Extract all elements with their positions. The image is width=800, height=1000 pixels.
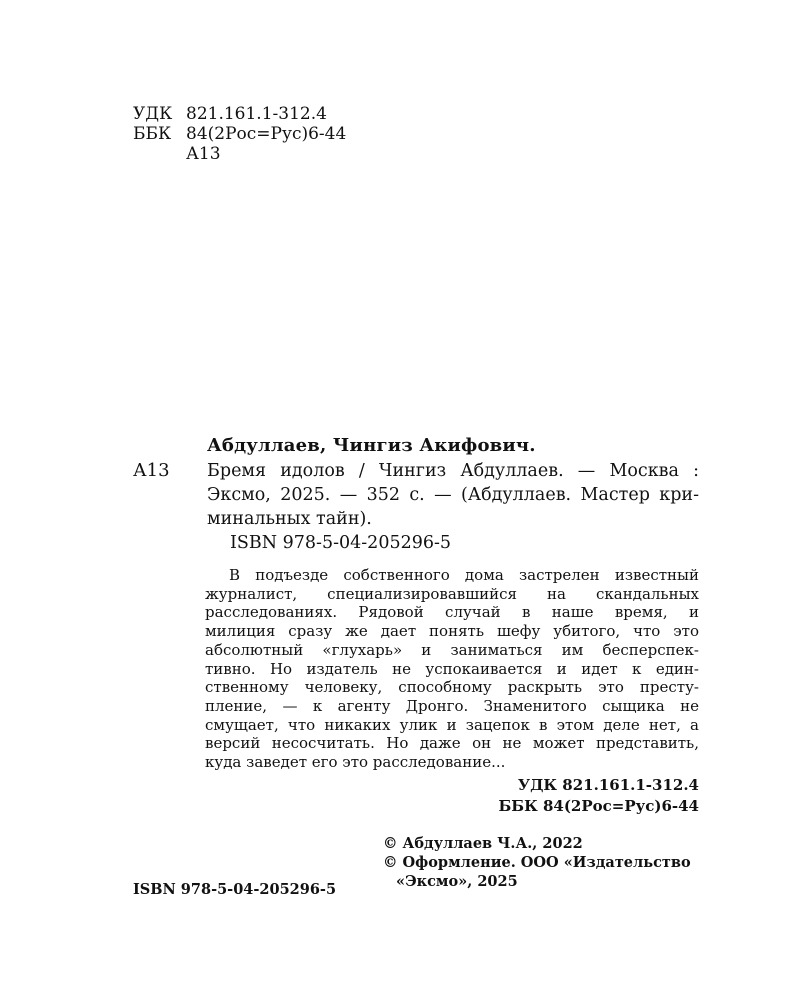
annotation-line: расследованиях. Рядовой случай в наше время, и [205, 603, 699, 622]
annotation-udk: УДК 821.161.1-312.4 [517, 776, 699, 794]
description-line: Бремя идолов / Чингиз Абдуллаев. — Москва : [207, 461, 699, 481]
annotation-line: абсолютный «глухарь» и заниматься им бесперспек- [205, 640, 699, 659]
bbk-row [133, 124, 346, 144]
description-line: минальных тайн). [207, 509, 372, 529]
author-heading: Абдуллаев, Чингиз Акифович. [207, 435, 536, 456]
isbn-record: ISBN 978-5-04-205296-5 [230, 533, 452, 553]
bbk-value: 84(2Рос=Рус)6-44 [186, 124, 347, 144]
copyright-design: © Оформление. ООО «Издательство [383, 854, 691, 871]
description-line: Эксмо, 2025. — 352 с. — (Абдуллаев. Мастер кри- [207, 485, 699, 505]
isbn-bottom: ISBN 978-5-04-205296-5 [133, 881, 337, 898]
annotation-line: милиция сразу же дает понять шефу убитого, что это [205, 622, 699, 641]
annotation-line: журналист, специализировавшийся на скандальных [205, 584, 699, 603]
classification-block [133, 104, 346, 164]
bbk-label: ББК [133, 124, 172, 144]
annotation-line: смущает, что никаких улик и зацепок в этом деле нет, а [205, 715, 699, 734]
annotation-bbk: ББК 84(2Рос=Рус)6-44 [498, 797, 699, 815]
annotation-line: пление, — к агенту Дронго. Знаменитого сыщика не [205, 696, 699, 715]
annotation-codes [498, 775, 699, 817]
annotation-line: В подъезде собственного дома застрелен известный [229, 566, 699, 584]
author-sign-row [133, 144, 346, 164]
annotation-line: ственному человеку, способному раскрыть это престу- [205, 678, 699, 697]
udk-label: УДК [133, 104, 173, 124]
author-sign-top: А13 [186, 144, 221, 164]
copyright-author: © Абдуллаев Ч.А., 2022 [383, 835, 583, 852]
copyright-design-year: «Эксмо», 2025 [396, 873, 518, 890]
annotation-line: тивно. Но издатель не успокаивается и идет к един- [205, 659, 699, 678]
udk-value: 821.161.1-312.4 [186, 104, 327, 124]
author-sign: А13 [133, 460, 170, 481]
udk-row [133, 104, 346, 124]
annotation [205, 566, 699, 772]
annotation-line: куда заведет его это расследование... [205, 753, 506, 772]
copyright-block [383, 834, 691, 891]
bibliographic-description [207, 459, 699, 531]
annotation-line: версий несосчитать. Но даже он не может представить, [205, 734, 699, 753]
